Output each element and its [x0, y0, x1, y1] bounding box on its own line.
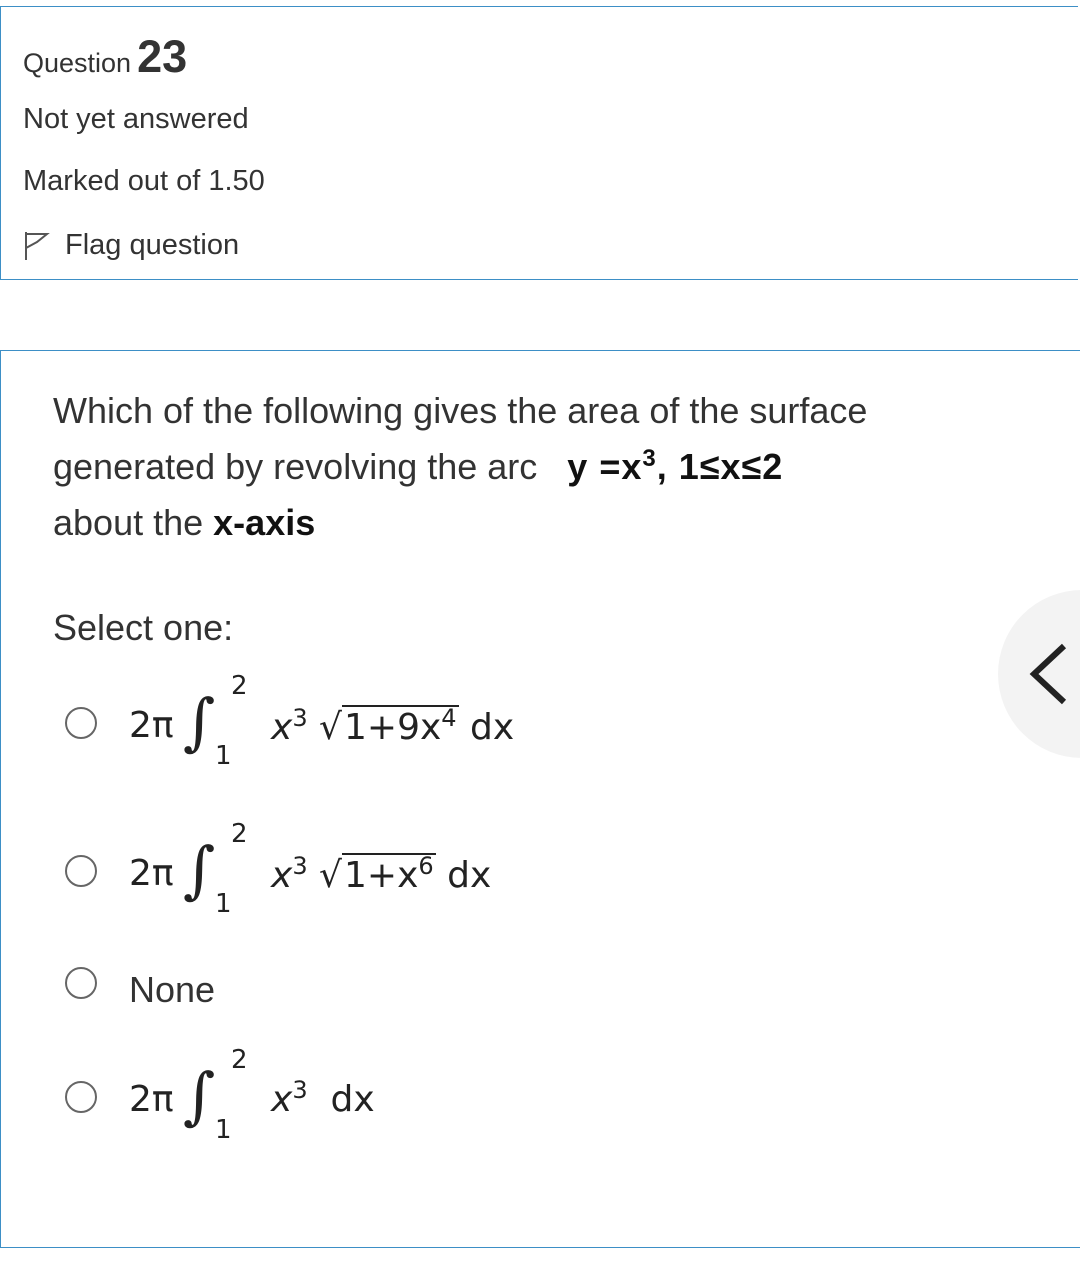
answer-option-1[interactable]	[65, 671, 625, 771]
differential: dx	[447, 855, 492, 896]
integrand-exponent: 3	[292, 852, 308, 880]
upper-limit: 2	[231, 671, 248, 701]
answer-option-4[interactable]	[65, 1045, 465, 1145]
integrand-base: x	[271, 707, 293, 748]
question-text-line3	[53, 495, 1013, 551]
arc-formula-range: , 1≤x≤2	[656, 446, 784, 487]
question-state: Not yet answered	[23, 103, 249, 135]
upper-limit: 2	[231, 1045, 248, 1075]
arc-formula-y: y =x	[567, 446, 643, 487]
arc-formula-exponent: 3	[642, 445, 657, 472]
option-prefix: 2π	[129, 853, 174, 894]
select-one-prompt: Select one:	[53, 607, 234, 648]
option-integrand	[271, 853, 491, 896]
differential: dx	[470, 707, 515, 748]
integrand-base: x	[271, 855, 293, 896]
question-content-panel	[0, 350, 1080, 1248]
integral-sign-icon: ∫	[183, 685, 216, 758]
option-integrand	[271, 705, 514, 748]
question-text-line2	[53, 439, 1013, 495]
axis-label: x-axis	[213, 502, 316, 543]
option-expression	[129, 1079, 174, 1120]
question-text	[53, 383, 1013, 551]
sqrt-icon: √	[319, 855, 342, 896]
option-prefix: 2π	[129, 705, 174, 746]
option-expression	[129, 705, 174, 746]
radicand	[342, 853, 436, 896]
radio-button[interactable]	[65, 855, 97, 887]
option-prefix: 2π	[129, 1079, 174, 1120]
radicand-exponent: 4	[441, 704, 457, 732]
answer-option-3[interactable]	[65, 967, 325, 1023]
question-info-panel	[0, 6, 1078, 280]
answer-option-2[interactable]	[65, 819, 605, 919]
integrand-exponent: 3	[292, 1076, 308, 1104]
lower-limit: 1	[215, 741, 232, 771]
radicand-text: 1+x	[344, 855, 419, 896]
flag-outline-icon	[23, 230, 51, 262]
radio-button[interactable]	[65, 707, 97, 739]
integral-sign-icon: ∫	[183, 1059, 216, 1132]
question-text-line1: Which of the following gives the area of the surface	[53, 390, 868, 431]
question-label: Question	[23, 48, 132, 78]
chevron-left-icon	[1026, 642, 1070, 706]
lower-limit: 1	[215, 889, 232, 919]
integrand-base: x	[271, 1079, 293, 1120]
flag-question-button[interactable]	[23, 229, 239, 262]
upper-limit: 2	[231, 819, 248, 849]
radicand-text: 1+9x	[344, 707, 442, 748]
integrand-exponent: 3	[292, 704, 308, 732]
differential: dx	[330, 1079, 375, 1120]
arc-formula	[567, 446, 783, 487]
radicand-exponent: 6	[418, 852, 434, 880]
lower-limit: 1	[215, 1115, 232, 1145]
radio-button[interactable]	[65, 1081, 97, 1113]
option-label: None	[129, 969, 216, 1010]
flag-question-label: Flag question	[65, 229, 240, 261]
question-text-line3-text: about the	[53, 502, 204, 543]
question-grade: Marked out of 1.50	[23, 165, 265, 197]
question-text-line2-text: generated by revolving the arc	[53, 446, 538, 487]
option-expression	[129, 853, 174, 894]
integral-sign-icon: ∫	[183, 833, 216, 906]
option-integrand	[271, 1076, 375, 1120]
radio-button[interactable]	[65, 967, 97, 999]
radicand	[342, 705, 459, 748]
question-number-heading	[23, 31, 187, 83]
question-number: 23	[137, 31, 188, 82]
sqrt-icon: √	[319, 707, 342, 748]
